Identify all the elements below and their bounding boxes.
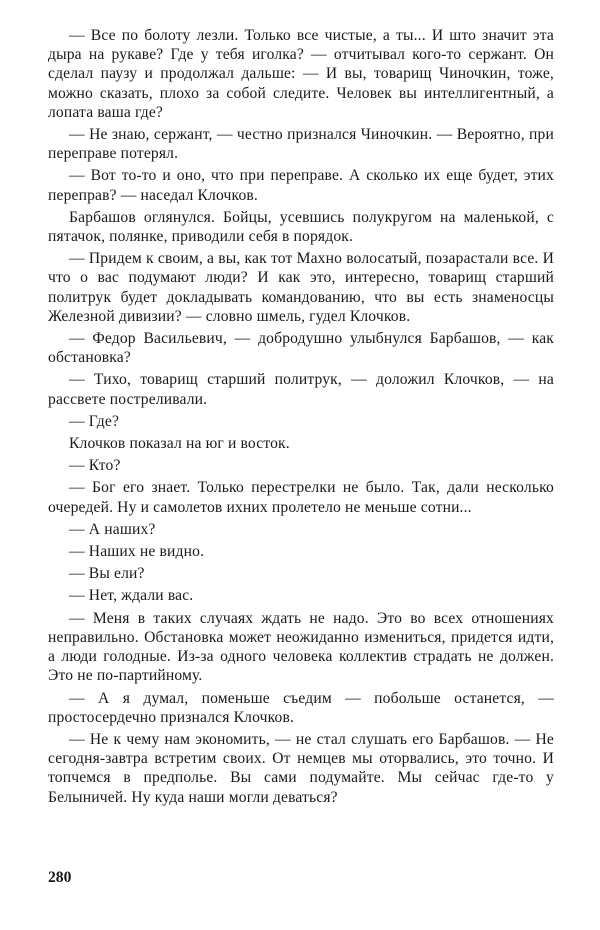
paragraph: — Придем к своим, а вы, как тот Махно волосатый, позарастали все. И что о вас подумают люди? И как это, интересно, товарищ старший политрук будет докладывать командованию, что вы есть знаменосцы Железной дивизии? — словно шмель, гудел Клочков.	[48, 250, 554, 325]
paragraph: — Все по болоту лезли. Только все чистые, а ты... И што значит эта дыра на рукаве? Где у тебя иголка? — отчитывал кого-то сержант. Он сделал паузу и продолжал дальше: — И вы, товарищ Чиночкин, тоже, можно сказать, плохо за собой следите. Человек вы интеллигентный, а лопата ваша где?	[48, 27, 554, 121]
paragraph: — Где?	[69, 412, 120, 430]
paragraph: — Федор Васильевич, — добродушно улыбнулся Барбашов, — как обстановка?	[48, 330, 554, 367]
paragraph: — Не знаю, сержант, — честно признался Чиночкин. — Вероятно, при переправе потерял.	[48, 126, 554, 163]
paragraph: — Наших не видно.	[69, 543, 205, 561]
paragraph: — Кто?	[69, 457, 121, 475]
paragraph: — Не к чему нам экономить, — не стал слушать его Барбашов. — Не сегодня-завтра встретим своих. От немцев мы оторвались, это точно. И топчемся в предполье. Вы сами подумайте. Мы сейчас где-то у Белыничей. Ну куда наши могли деваться?	[48, 730, 554, 806]
paragraph: — Меня в таких случаях ждать не надо. Это во всех отношениях неправильно. Обстановка может неожиданно измениться, придется идти, а люди голодные. Из-за одного человека коллектив страдать не должен. Это не по-партийному.	[48, 609, 554, 685]
paragraph: — А я думал, поменьше съедим — побольше останется, — простосердечно признался Клочков.	[48, 689, 554, 726]
page-number: 280	[48, 869, 72, 886]
paragraph: Барбашов оглянулся. Бойцы, усевшись полукругом на маленькой, с пятачок, полянке, приводили себя в порядок.	[48, 208, 554, 246]
paragraph: Клочков показал на юг и восток.	[69, 435, 290, 453]
paragraph: — Бог его знает. Только перестрелки не было. Так, дали несколько очередей. Ну и самолетов ихних пролетело не меньше сотни...	[48, 479, 554, 516]
paragraph: — Вот то-то и оно, что при переправе. А сколько их еще будет, этих переправ? — наседал Клочков.	[48, 167, 554, 204]
paragraph: — А наших?	[69, 520, 156, 538]
paragraph: — Нет, ждали вас.	[69, 587, 194, 605]
paragraph: — Тихо, товарищ старший политрук, — доложил Клочков, — на рассвете постреливали.	[48, 371, 554, 408]
paragraph: — Вы ели?	[69, 565, 145, 583]
page-text	[48, 26, 554, 810]
